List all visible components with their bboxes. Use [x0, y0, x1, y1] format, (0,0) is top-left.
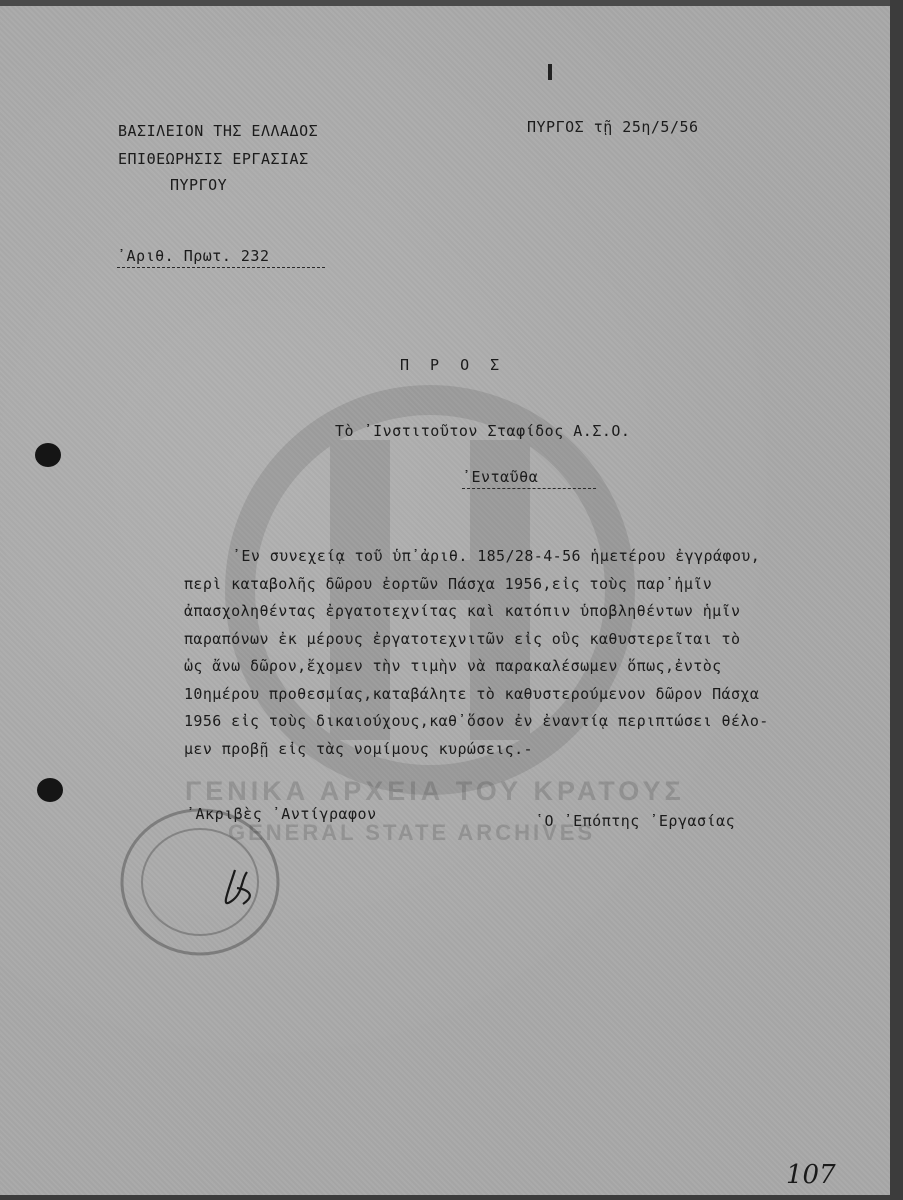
body-line: 10ημέρου προθεσμίας,καταβάλητε τὸ καθυστερούμενον δῶρον Πάσχα [184, 685, 760, 703]
sender-line-1: ΒΑΣΙΛΕΙΟΝ ΤΗΣ ΕΛΛΑΔΟΣ [118, 122, 319, 140]
body-line: ᾽Εν συνεχείᾳ τοῦ ὑπ᾽ἀριθ. 185/28-4-56 ἡμετέρου ἐγγράφου, [232, 547, 761, 565]
certified-copy-label: ᾽Ακριβὲς ᾽Αντίγραφον [186, 805, 377, 823]
sender-line-2: ΕΠΙΘΕΩΡΗΣΙΣ ΕΡΓΑΣΙΑΣ [118, 150, 309, 168]
recipient-label: Π Ρ Ο Σ [400, 356, 506, 374]
scan-top-edge [0, 0, 903, 6]
body-line: περὶ καταβολῆς δῶρου ἐορτῶν Πάσχα 1956,εἰς τοὺς παρ᾽ἡμῖν [184, 575, 713, 593]
scan-right-edge [890, 0, 903, 1200]
body-line: ἀπασχοληθέντας ἐργατοτεχνίτας καὶ κατόπιν ὑποβληθέντων ἡμῖν [184, 602, 741, 620]
watermark-text-greek: ΓΕΝΙΚΑ ΑΡΧΕΙΑ ΤΟΥ ΚΡΑΤΟΥΣ [185, 776, 685, 806]
protocol-number: ᾽Αριθ. Πρωτ. 232 [117, 247, 325, 268]
recipient-location: ᾽Ενταῦθα [462, 468, 596, 489]
punch-hole-top [35, 443, 61, 467]
scan-bottom-edge [0, 1195, 903, 1200]
recipient-name: Τὸ ᾽Ινστιτοῦτον Σταφίδος Α.Σ.Ο. [335, 422, 631, 440]
signatory-title: ῾Ο ᾽Επόπτης ᾽Εργασίας [535, 812, 736, 830]
sender-line-3: ΠΥΡΓΟΥ [170, 176, 228, 194]
page-number: 107 [786, 1160, 836, 1190]
punch-hole-bottom [37, 778, 63, 802]
body-line: 1956 εἰς τοὺς δικαιούχους,καθ᾽ὅσον ἐν ἐναντίᾳ περιπτώσει θέλο- [184, 712, 769, 730]
stamp-seal [115, 800, 290, 965]
watermark-text-english: GENERAL STATE ARCHIVES [228, 820, 596, 845]
body-line: μεν προβῇ εἰς τὰς νομίμους κυρώσεις.- [184, 740, 533, 758]
body-line: παραπόνων ἐκ μέρους ἐργατοτεχνιτῶν εἰς οὓς καθυστερεῖται τὸ [184, 630, 741, 648]
page-mark [548, 64, 552, 80]
body-line: ὡς ἄνω δῶρον,ἔχομεν τὴν τιμὴν νὰ παρακαλέσωμεν ὅπως,ἐντὸς [184, 657, 722, 675]
place-date: ΠΥΡΓΟΣ τῇ 25η/5/56 [527, 118, 699, 136]
